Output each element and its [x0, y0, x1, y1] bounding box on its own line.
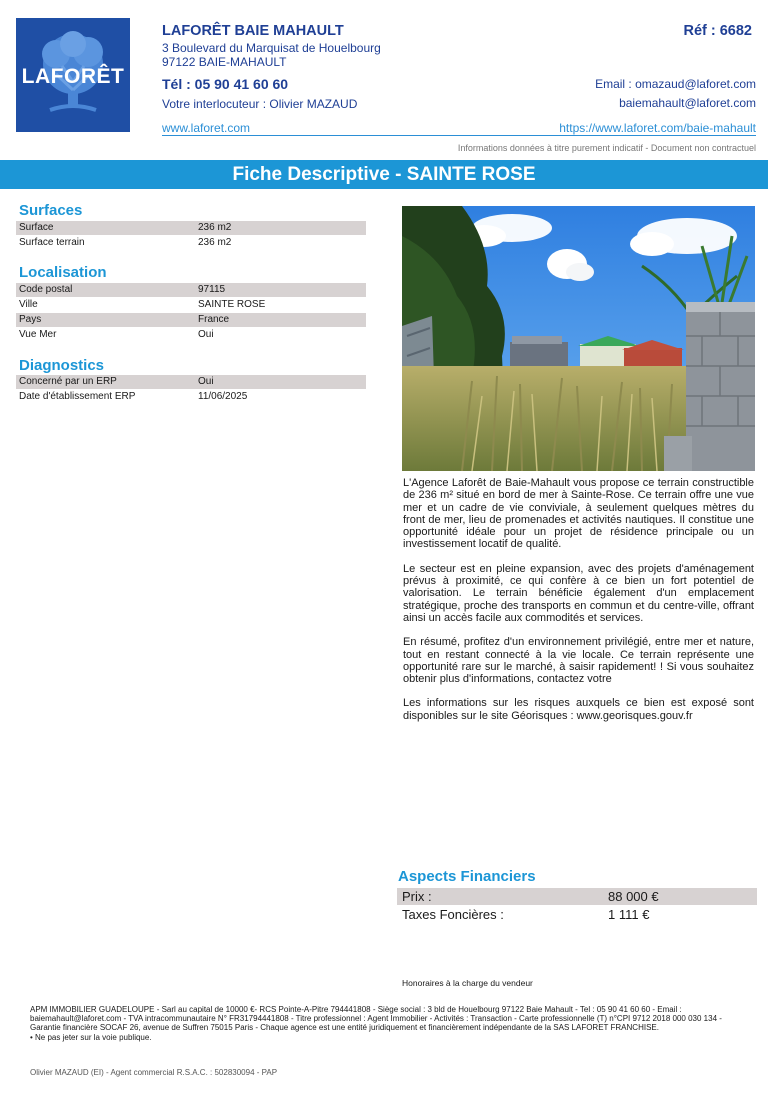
- email-secondary[interactable]: baiemahault@laforet.com: [619, 96, 756, 110]
- diagnostics-title: Diagnostics: [19, 357, 105, 374]
- risk-information: Les informations sur les risques auxquels ce bien est exposé sont disponibles sur le site Géorisques : www.georisques.gouv.fr: [403, 697, 754, 722]
- row-label: Date d'établissement ERP: [19, 391, 136, 402]
- row-label: Taxes Foncières :: [402, 907, 504, 922]
- table-row: [16, 236, 366, 250]
- financial-title: Aspects Financiers: [398, 868, 536, 885]
- row-label: Prix :: [402, 889, 432, 904]
- row-label: Ville: [19, 299, 38, 310]
- row-label: Pays: [19, 314, 42, 325]
- table-row: [16, 328, 366, 342]
- page-title-banner: Fiche Descriptive - SAINTE ROSE: [0, 160, 768, 189]
- contact-person: Votre interlocuteur : Olivier MAZAUD: [162, 97, 358, 111]
- laforet-logo: [16, 18, 130, 132]
- description-paragraph: L'Agence Laforêt de Baie-Mahault vous propose ce terrain constructible de 236 m² situé en bord de mer à Sainte-Rose. Ce terrain offre une vue mer et un cadre de vie conviviale, à seulement quelques mètres du front de mer, lieu de promenades et activités nautiques. Il constitue une opportunité idéale pour un projet de résidence principale ou un investissement locatif de qualité.: [403, 477, 754, 551]
- row-label: Vue Mer: [19, 329, 57, 340]
- phone-number: Tél : 05 90 41 60 60: [162, 76, 289, 92]
- description-paragraph: En résumé, profitez d'un environnement privilégié, entre mer et nature, tout en restant connecté à la vie locale. Ce terrain représente une opportunité rare sur le marché, à saisir rapidement! ! Si vous souhaitez obtenir plus d'informations, contactez votre: [403, 636, 754, 686]
- row-label: Concerné par un ERP: [19, 376, 117, 387]
- row-label: Surface: [19, 222, 54, 233]
- property-description: [403, 477, 754, 734]
- disclaimer: Informations données à titre purement indicatif - Document non contractuel: [457, 143, 756, 153]
- table-row: [16, 221, 366, 235]
- description-paragraph: Le secteur est en pleine expansion, avec des projets d'aménagement prévus à proximité, ce qui confère à ce bien un fort potentiel de valorisation. Le terrain bénéficie également d'un emplacement stratégique, proche des transports en commun et du centre-ville, offrant ainsi un accès facile aux commodités et services.: [403, 562, 754, 624]
- header-divider: [162, 135, 756, 136]
- agent-info: Olivier MAZAUD (EI) - Agent commercial R.S.A.C. : 502830094 - PAP: [30, 1068, 278, 1077]
- legal-recycle-note: • Ne pas jeter sur la voie publique.: [30, 1032, 152, 1042]
- row-value: 88 000 €: [608, 889, 659, 904]
- row-value: 236 m2: [198, 237, 232, 248]
- row-value: 1 111 €: [608, 907, 650, 922]
- row-label: Surface terrain: [19, 237, 85, 248]
- table-row: [16, 298, 366, 312]
- legal-text: APM IMMOBILIER GUADELOUPE - Sarl au capital de 10000 €- RCS Pointe-A-Pitre 794441808 - Siège social : 3 bld de Houelbourg 97122 Baie Mahault - Tel : 05 90 41 60 60 - Email : baiemahault@laforet.com - TVA intracommunautaire N° FR31794441808 - Titre professionnel : Agent Immobilier - Activités : Transaction - Carte professionnelle (T) n°CPI 9712 2018 000 030 134 - Garantie financière SOCAF 26, avenue de Suffren 75015 Paris - Chaque agence est une entité juridiquement et financièrement indépendante de la SAS LAFORET FRANCHISE.: [30, 1005, 722, 1033]
- row-label: Code postal: [19, 284, 73, 295]
- row-value: 11/06/2025: [198, 391, 248, 402]
- row-value: 97115: [198, 284, 226, 295]
- table-row: [16, 390, 366, 404]
- agency-website-link[interactable]: https://www.laforet.com/baie-mahault: [559, 121, 756, 135]
- address-line-2: 97122 BAIE-MAHAULT: [162, 55, 287, 69]
- row-value: France: [198, 314, 230, 325]
- email-primary[interactable]: Email : omazaud@laforet.com: [595, 77, 756, 91]
- row-value: Oui: [198, 329, 214, 340]
- row-value: Oui: [198, 376, 214, 387]
- address-line-1: 3 Boulevard du Marquisat de Houelbourg: [162, 41, 381, 55]
- legal-notice: [30, 1005, 745, 1042]
- table-row: [16, 375, 366, 389]
- row-value: 236 m2: [198, 222, 232, 233]
- reference-number: Réf : 6682: [683, 23, 752, 39]
- fees-note: Honoraires à la charge du vendeur: [402, 978, 533, 988]
- price-row: [397, 888, 757, 905]
- table-row: [16, 313, 366, 327]
- localisation-title: Localisation: [19, 264, 107, 281]
- surfaces-title: Surfaces: [19, 202, 83, 219]
- row-value: SAINTE ROSE: [198, 299, 266, 310]
- property-photo: [402, 206, 755, 471]
- logo-text: LAFORÊT: [21, 65, 125, 88]
- tax-row: [397, 906, 757, 923]
- agency-name: LAFORÊT BAIE MAHAULT: [162, 23, 344, 39]
- website-link[interactable]: www.laforet.com: [162, 121, 251, 135]
- table-row: [16, 283, 366, 297]
